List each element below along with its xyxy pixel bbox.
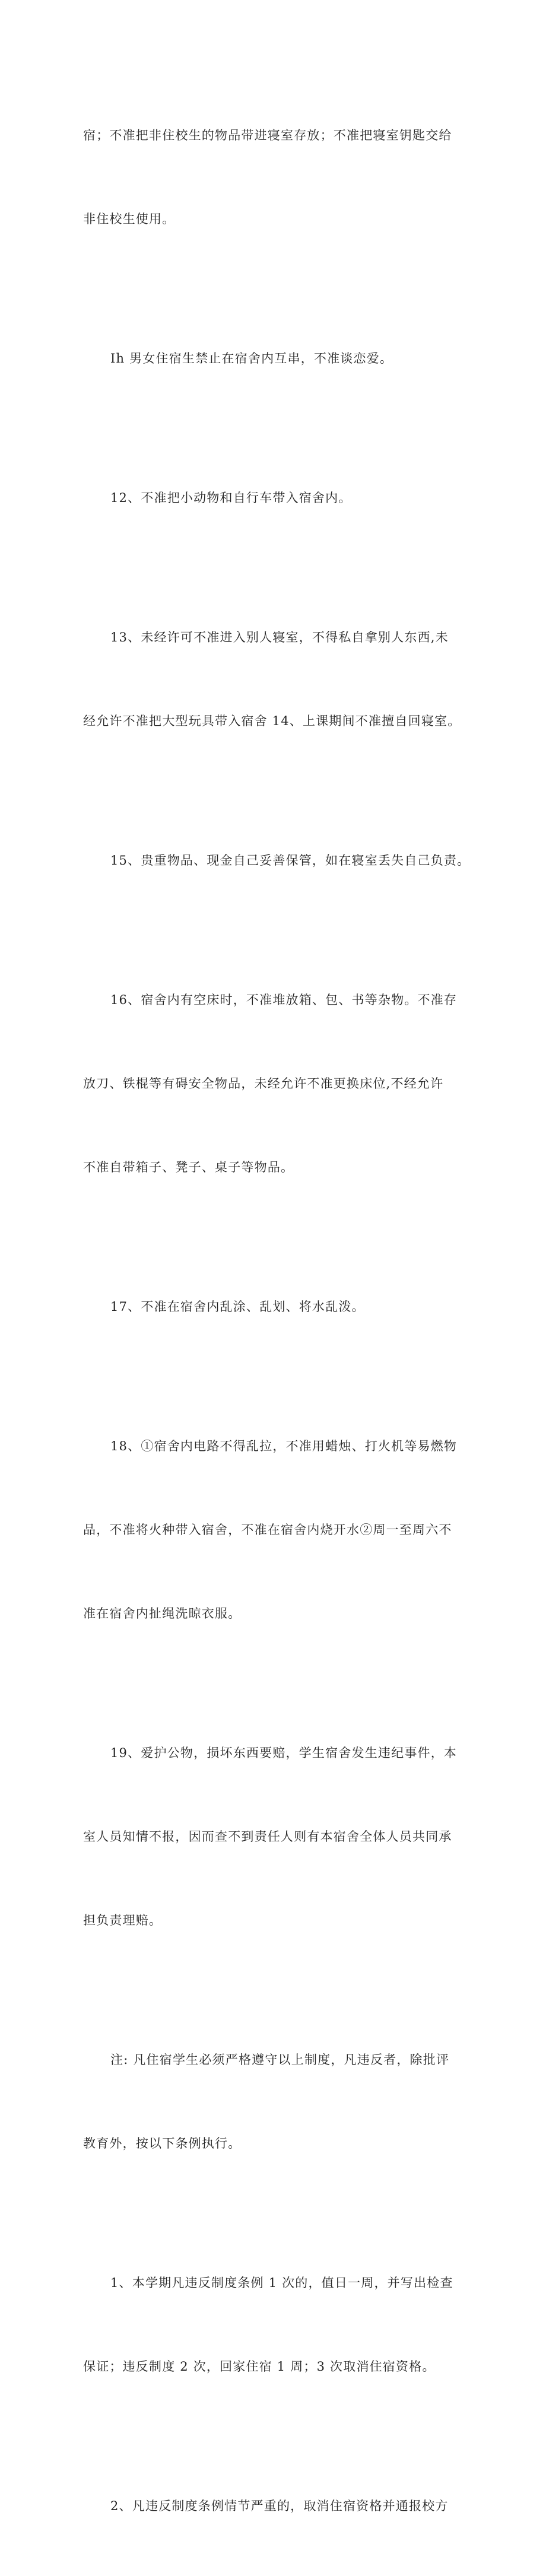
text-line: 2、凡违反制度条例情节严重的，取消住宿资格并通报校方 (110, 2499, 449, 2513)
text-line: 16、宿舍内有空床时，不准堆放箱、包、书等杂物。不准存 (110, 993, 458, 1007)
text-line: Ih 男女住宿生禁止在宿舍内互串，不准谈恋爱。 (110, 351, 393, 366)
text-line: 宿；不准把非住校生的物品带进寝室存放；不准把寝室钥匙交给 (83, 128, 452, 142)
text-line: 教育外，按以下条例执行。 (83, 2136, 242, 2151)
text-line: 12、不准把小动物和自行车带入宿舍内。 (110, 491, 352, 505)
paragraph-penalty-1 (83, 2213, 475, 2437)
text-line: 15、贵重物品、现金自己妥善保管，如在寝室丢失自己负责。 (110, 853, 471, 868)
paragraph-rule-18 (83, 1377, 475, 1684)
paragraph-rule-15 (83, 791, 475, 930)
paragraph-note (83, 1990, 475, 2213)
paragraph-rule-16 (83, 930, 475, 1237)
paragraph-continued-dorm-rules (83, 66, 475, 289)
text-line: 注: 凡住宿学生必须严格遵守以上制度，凡违反者，除批评 (110, 2053, 450, 2067)
text-line: 放刀、铁棍等有碍安全物品，未经允许不准更换床位,不经允许 (83, 1076, 444, 1091)
text-line: 非住校生使用。 (83, 212, 176, 226)
paragraph-rule-11 (83, 289, 475, 428)
text-line: 室人员知情不报，因而查不到责任人则有本宿舍全体人员共同承 (83, 1829, 452, 1844)
document-body (83, 66, 475, 2576)
text-line: 19、爱护公物，损坏东西要赔，学生宿舍发生违纪事件，本 (110, 1746, 458, 1760)
paragraph-rule-17 (83, 1237, 475, 1377)
text-line: 1、本学期凡违反制度条例 1 次的，值日一周，并写出检查 (110, 2276, 453, 2290)
text-line: 不准自带箱子、凳子、桌子等物品。 (83, 1160, 294, 1174)
text-line: 准在宿舍内扯绳洗晾衣服。 (83, 1606, 242, 1621)
paragraph-rule-19 (83, 1684, 475, 1990)
paragraph-rule-12 (83, 428, 475, 568)
text-line: 品，不准将火种带入宿舍，不准在宿舍内烧开水②周一至周六不 (83, 1523, 452, 1537)
text-line: 担负责理赔。 (83, 1913, 163, 1927)
paragraph-penalty-2 (83, 2437, 475, 2576)
text-line: 18、①宿舍内电路不得乱拉，不准用蜡烛、打火机等易燃物 (110, 1439, 458, 1453)
text-line: 17、不准在宿舍内乱涂、乱划、将水乱泼。 (110, 1300, 365, 1314)
paragraph-rule-13 (83, 568, 475, 791)
text-line: 保证；违反制度 2 次，回家住宿 1 周；3 次取消住宿资格。 (83, 2359, 436, 2374)
text-line: 经允许不准把大型玩具带入宿舍 14、上课期间不准擅自回寝室。 (83, 714, 461, 728)
text-line: 13、未经许可不准进入别人寝室，不得私自拿别人东西,未 (110, 630, 449, 644)
